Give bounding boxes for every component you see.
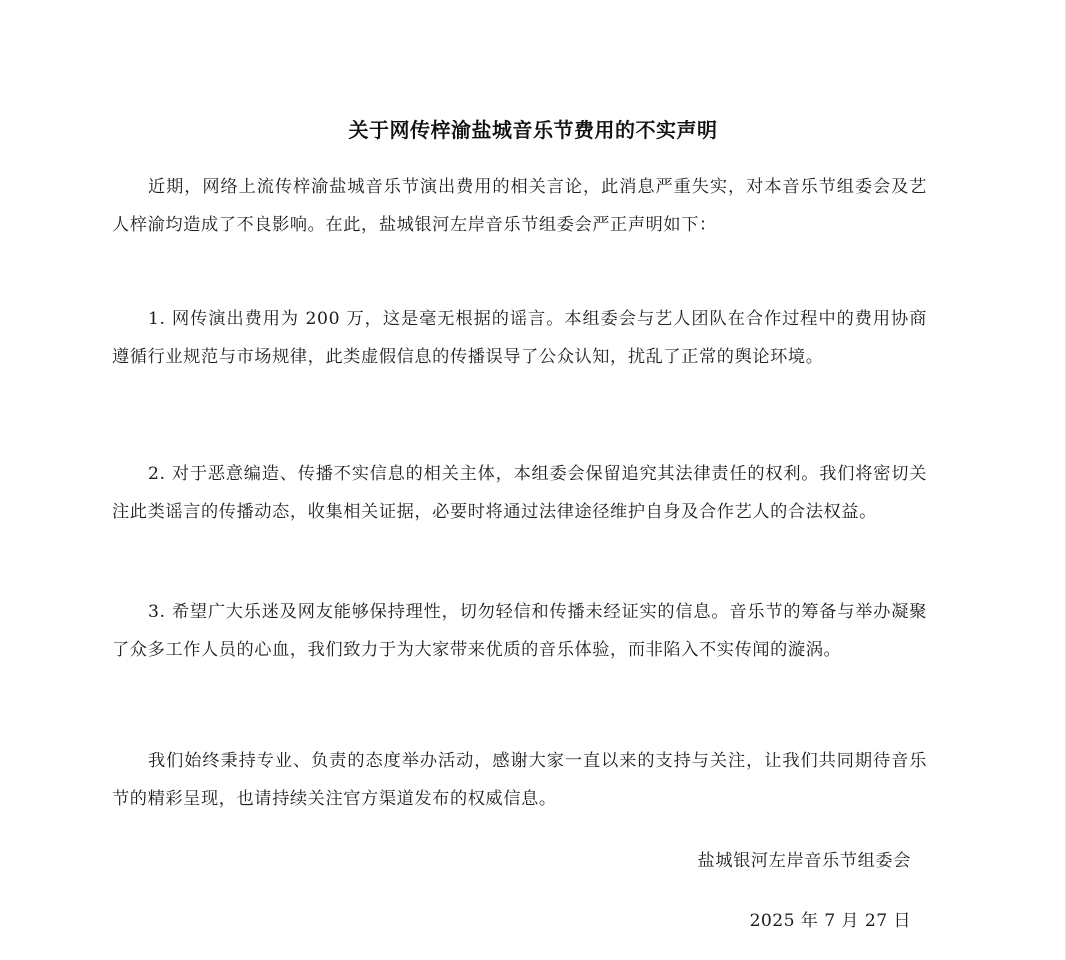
statement-item-3: 3. 希望广大乐迷及网友能够保持理性，切勿轻信和传播未经证实的信息。音乐节的筹备与举办凝聚了众多工作人员的心血，我们致力于为大家带来优质的音乐体验，而非陷入不实传闻的漩涡。 [112,602,927,660]
statement-item-2: 2. 对于恶意编造、传播不实信息的相关主体，本组委会保留追究其法律责任的权利。我们将密切关注此类谣言的传播动态，收集相关证据，必要时将通过法律途径维护自身及合作艺人的合法权益。 [112,464,927,522]
signature-organizer: 盐城银河左岸音乐节组委会 [697,851,911,871]
intro-paragraph: 近期，网络上流传梓渝盐城音乐节演出费用的相关言论，此消息严重失实，对本音乐节组委会及艺人梓渝均造成了不良影响。在此，盐城银河左岸音乐节组委会严正声明如下： [112,177,927,235]
statement-date: 2025 年 7 月 27 日 [749,911,911,931]
closing-paragraph: 我们始终秉持专业、负责的态度举办活动，感谢大家一直以来的支持与关注，让我们共同期待音乐节的精彩呈现，也请持续关注官方渠道发布的权威信息。 [112,751,927,809]
statement-item-1: 1. 网传演出费用为 200 万，这是毫无根据的谣言。本组委会与艺人团队在合作过程中的费用协商遵循行业规范与市场规律，此类虚假信息的传播误导了公众认知，扰乱了正常的舆论环境。 [112,309,927,367]
document-title: 关于网传梓渝盐城音乐节费用的不实声明 [348,118,718,142]
